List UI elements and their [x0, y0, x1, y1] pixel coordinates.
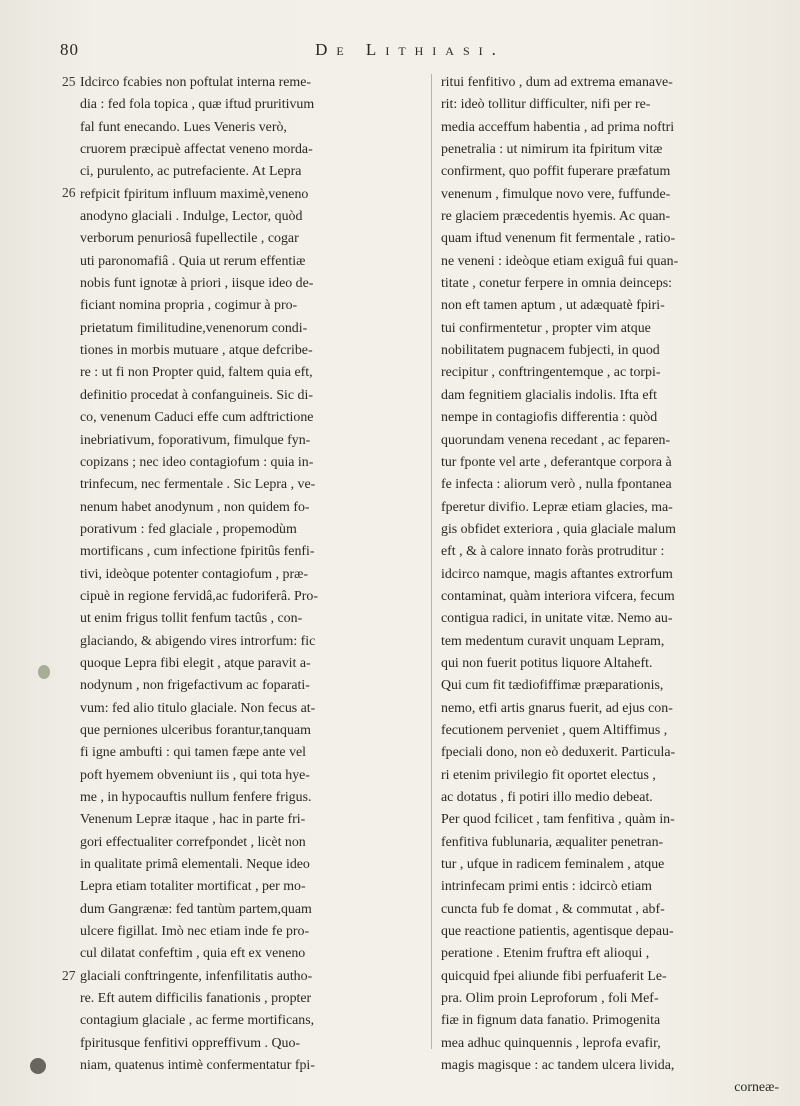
text-line: definitio procedat à confanguineis. Sic di-	[80, 387, 313, 403]
text-line: re. Eft autem difficilis fanationis , propter	[80, 991, 312, 1007]
text-line: fpeciali dono, non eò deduxerit. Particula-	[441, 745, 676, 761]
text-line: fpiritusque fenfitivi oppreffivum . Quo-	[80, 1035, 301, 1051]
text-line: Idcirco fcabies non poftulat interna reme-	[80, 75, 312, 90]
text-line: media acceffum habentia , ad prima noftri	[441, 119, 675, 135]
text-line: quicquid fpei aliunde fibi perfuaferit Le-	[441, 968, 667, 984]
text-line: nenum habet anodynum , non quidem fo-	[80, 499, 310, 515]
text-line: fperetur divifio. Lepræ etiam glacies, ma-	[441, 499, 673, 515]
text-line: gis obfidet exteriora , quia glaciale malum	[441, 521, 676, 537]
margin-number: 27	[62, 968, 76, 983]
text-line: vum: fed alio titulo glaciale. Non fecus at-	[80, 700, 316, 716]
text-line: fi igne ambufti : qui tamen fæpe ante vel	[80, 745, 307, 761]
text-line: fecutionem perveniet , quem Altiffimus ,	[441, 722, 668, 738]
text-line: cuncta fub fe domat , & commutat , abf-	[441, 901, 665, 917]
text-line: ficiant nomina propria , cogimur à pro-	[80, 298, 298, 314]
text-line: idcirco namque, magis aftantes extrorfum	[441, 566, 673, 582]
text-line: ut enim frigus tollit fenfum tactûs , con-	[80, 611, 303, 627]
text-line: mortificans , cum infectione fpiritûs fenfi-	[80, 544, 315, 560]
text-line: me , in hypocauftis nullum fenfere frigus.	[80, 790, 312, 805]
text-line: fe infecta : aliorum verò , nulla fpontanea	[441, 477, 672, 493]
text-line: tivi, ideòque potenter contagiofum , præ-	[80, 566, 308, 582]
margin-number: 25	[62, 74, 76, 89]
text-line: ri etenim privilegio fit oportet electus ,	[441, 767, 656, 783]
text-line: ne veneni : ideòque etiam exiguâ fui quan-	[441, 253, 679, 269]
text-line: que reactione patientis, agentisque depau-	[441, 924, 674, 940]
text-line: Qui cum fit tædiofiffimæ præparationis,	[441, 678, 664, 694]
text-line: nemo, etfi artis gnarus fuerit, ad ejus con-	[441, 700, 673, 716]
text-line: penetralia : ut nimirum ita fpiritum vitæ	[441, 142, 663, 158]
text-line: uti paronomafiâ . Quia ut rerum effentiæ	[80, 253, 306, 269]
text-line: quorundam venena recedant , ac feparen-	[441, 432, 671, 448]
text-line: ac dotatus , fi potiri illo medio debeat.	[441, 790, 653, 805]
text-line: titate , conetur ferpere in omnia deinceps:	[441, 276, 673, 292]
text-line: fiæ in fignum data fanatio. Primogenita	[441, 1013, 661, 1029]
text-line: dia : fed fola topica , quæ iftud pruritivum	[80, 97, 315, 113]
text-line: porativum : fed glaciale , propemodùm	[80, 521, 297, 537]
text-line: non eft tamen aptum , ut adæquatè fpiri-	[441, 298, 665, 314]
column-divider	[431, 74, 432, 1049]
text-line: inebriativum, foporativum, fimulque fyn-	[80, 432, 311, 448]
text-line: tur , ufque in radicem feminalem , atque	[441, 857, 665, 873]
text-line: tui confirmentetur , propter vim atque	[441, 320, 651, 336]
text-line: intrinfecam primi entis : idcircò etiam	[441, 879, 652, 895]
text-line: poft hyemem obveniunt iis , qui tota hye-	[80, 767, 310, 783]
text-line: trinfecum, nec fermentale . Sic Lepra , ve-	[80, 477, 316, 493]
text-line: Per quod fcilicet , tam fenfitiva , quàm in-	[441, 812, 675, 828]
text-line: in qualitate primâ elementali. Neque ideo	[80, 857, 310, 873]
text-line: qui non fuerit potitus liquore Altaheft.	[441, 655, 653, 671]
text-line: contaminat, quàm interiora vifcera, fecum	[441, 588, 675, 604]
text-line: re : ut fi non Propter quid, faltem quia eft,	[80, 365, 313, 381]
text-line: copizans ; nec ideo contagiofum : quia in-	[80, 454, 314, 470]
text-line: confirment, quo poffit fuperare præfatum	[441, 164, 671, 180]
text-line: quoque Lepra fibi elegit , atque paravit a-	[80, 655, 311, 671]
text-line: magis magisque : ac tandem ulcera livida,	[441, 1058, 675, 1074]
text-line: corneæ-	[734, 1080, 779, 1096]
text-line: pra. Olim proin Leproforum , foli Mef-	[441, 991, 659, 1007]
running-head	[60, 40, 760, 68]
text-line: co, venenum Caduci effe cum adftrictione	[80, 410, 314, 426]
text-line: Venenum Lepræ itaque , hac in parte fri-	[80, 812, 306, 828]
text-line: glaciando, & abigendo vires introrfum: fic	[80, 633, 316, 649]
text-line: tiones in morbis mutuare , atque defcribe-	[80, 343, 313, 359]
text-line: recipitur , conftringentemque , ac torpi-	[441, 365, 661, 381]
text-line: cruorem præcipuè affectat veneno morda-	[80, 142, 313, 158]
text-line: cul dilatat confeftim , quia eft ex veneno	[80, 946, 306, 962]
text-line: mea adhuc quinquennis , leprofa evafir,	[441, 1035, 661, 1051]
text-line: nobis funt ignotæ à priori , iisque ideo de-	[80, 276, 314, 292]
text-line: fal funt enecando. Lues Veneris verò,	[80, 119, 287, 135]
text-line: nodynum , non frigefactivum ac foparati-	[80, 678, 310, 694]
text-line: tem medentum curavit unquam Lepram,	[441, 633, 665, 649]
text-line: Lepra etiam totaliter mortificat , per mo-	[80, 879, 306, 895]
text-line: peratione . Etenim fruftra eft alioqui ,	[441, 946, 650, 962]
text-line: ulcere figillat. Imò nec etiam inde fe pro-	[80, 924, 310, 940]
text-line: gori effectualiter correfpondet , licèt non	[80, 834, 306, 850]
text-line: re glaciem præcedentis hyemis. Ac quan-	[441, 209, 671, 225]
ink-stain	[38, 665, 50, 679]
text-line: nempe in contagiofis differentia : quòd	[441, 410, 658, 426]
text-line: dam fegnitiem glacialis indolis. Ifta eft	[441, 387, 658, 403]
text-line: contagium glaciale , ac ferme mortificans,	[80, 1013, 315, 1029]
text-line: nobilitatem pugnacem fubjecti, in quod	[441, 343, 660, 359]
text-line: fenfitiva fublunaria, æqualiter penetran-	[441, 834, 664, 850]
text-line: verborum penuriosâ fupellectile , cogar	[80, 231, 299, 247]
text-line: niam, quatenus intimè confermentatur fpi-	[80, 1058, 315, 1074]
text-line: dum Gangrænæ: fed tantùm partem,quam	[80, 901, 312, 917]
text-line: anodyno glaciali . Indulge, Lector, quòd	[80, 209, 303, 225]
text-line: rit: ideò tollitur difficulter, nifi per re-	[441, 97, 651, 113]
text-line: contigua radici, in unitate vitæ. Nemo au-	[441, 611, 673, 627]
text-line: venenum , fimulque novo vere, fuffunde-	[441, 186, 671, 202]
text-line: cipuè in regione fervidâ,ac fudoriferâ. Pro-	[80, 588, 318, 604]
text-line: prietatum fimilitudine,venenorum condi-	[80, 320, 308, 336]
text-line: que perniones ulceribus forantur,tanquam	[80, 722, 311, 738]
right-column	[441, 72, 779, 1100]
text-line: ci, purulento, ac putrefaciente. At Lepra	[80, 164, 302, 180]
left-column	[80, 72, 418, 1077]
text-line: refpicit fpiritum influum maximè,veneno	[80, 186, 309, 202]
margin-number: 26	[62, 185, 76, 200]
text-line: ritui fenfitivo , dum ad extrema emanave-	[441, 75, 673, 90]
text-line: eft , & à calore innato foràs protruditur :	[441, 544, 665, 560]
page-number: 80	[60, 40, 79, 59]
running-title: De Lithiasi.	[315, 40, 505, 59]
text-line: quam iftud venenum fit fermentale , ratio-	[441, 231, 676, 247]
ink-stain	[30, 1058, 46, 1074]
text-line: tur fponte vel arte , deferantque corpora à	[441, 454, 672, 470]
text-line: glaciali conftringente, infenfilitatis autho-	[80, 968, 313, 984]
